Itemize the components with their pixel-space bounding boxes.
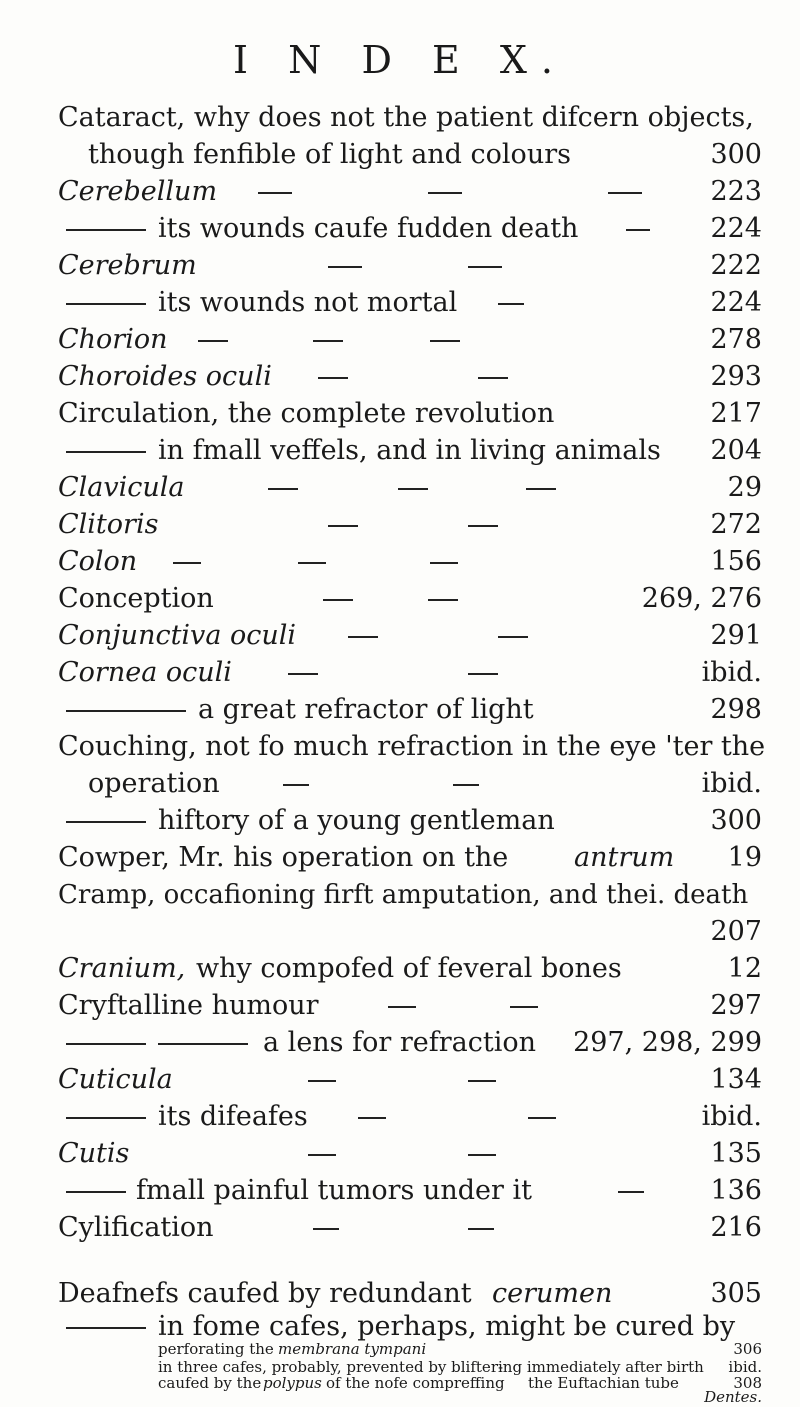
entry-page: 306 <box>733 1340 762 1358</box>
index-entry <box>58 1060 762 1100</box>
index-entry <box>58 875 762 915</box>
leader-dash <box>198 340 228 342</box>
entry-text: Deafnefs caufed by redundant <box>58 1278 472 1309</box>
entry-page: 298 <box>710 694 762 725</box>
entry-page: 305 <box>710 1278 762 1309</box>
index-entry <box>58 431 762 471</box>
index-entry <box>58 838 762 878</box>
leader-dash <box>313 1228 339 1230</box>
entry-page: 217 <box>710 398 762 429</box>
index-entry <box>58 1171 762 1211</box>
index-entry <box>58 357 762 397</box>
entry-page: 19 <box>727 842 762 873</box>
leader-dash <box>428 599 458 601</box>
entry-page: 135 <box>710 1138 762 1169</box>
entry-page: 272 <box>710 509 762 540</box>
entry-term: cerumen <box>492 1278 613 1309</box>
ditto-dash <box>66 1191 126 1193</box>
index-entry <box>58 1208 762 1248</box>
leader-dash <box>528 1117 556 1119</box>
entry-page: 12 <box>727 953 762 984</box>
index-entry <box>58 246 762 286</box>
entry-page: 224 <box>710 213 762 244</box>
entry-term: antrum <box>574 842 675 873</box>
entry-text: Cryftalline humour <box>58 990 319 1021</box>
index-entry <box>58 320 762 360</box>
entry-text: Conception <box>58 583 214 614</box>
entry-term: Cutis <box>58 1138 130 1169</box>
leader-dash <box>430 340 460 342</box>
entry-text: caufed by the <box>158 1374 262 1392</box>
entry-page: 134 <box>710 1064 762 1095</box>
entry-text: ing immediately after birth <box>498 1358 704 1376</box>
leader-dash <box>328 525 358 527</box>
leader-dash <box>398 488 428 490</box>
leader-dash <box>498 303 524 305</box>
index-entry <box>58 394 762 434</box>
index-entry <box>58 690 762 730</box>
leader-dash <box>288 673 318 675</box>
index-entry <box>58 727 766 767</box>
leader-dash <box>313 340 343 342</box>
index-entry <box>58 135 762 175</box>
entry-text: a great refractor of light <box>198 694 534 725</box>
entry-text: the Euftachian tube <box>528 1374 679 1392</box>
ditto-dash <box>66 229 146 231</box>
entry-text: a lens for refraction <box>263 1027 536 1058</box>
ditto-dash <box>66 451 146 453</box>
entry-term: Cuticula <box>58 1064 173 1095</box>
index-entry <box>58 98 762 138</box>
leader-dash <box>478 377 508 379</box>
leader-dash <box>498 636 528 638</box>
leader-dash <box>173 562 201 564</box>
leader-dash <box>318 377 348 379</box>
leader-dash <box>468 266 502 268</box>
entry-text: hiftory of a young gentleman <box>158 805 555 836</box>
index-entry <box>58 283 762 323</box>
entry-term: Colon <box>58 546 138 577</box>
entry-text: Cataract, why does not the patient difcern objects, <box>58 102 754 133</box>
entry-text: perforating the <box>158 1340 274 1358</box>
entry-term: Clavicula <box>58 472 185 503</box>
leader-dash <box>388 1006 416 1008</box>
index-entry <box>58 542 762 582</box>
index-entry <box>58 468 762 508</box>
leader-dash <box>526 488 556 490</box>
entry-page: 222 <box>710 250 762 281</box>
entry-page: 223 <box>710 176 762 207</box>
leader-dash <box>430 562 458 564</box>
entry-page: ibid. <box>728 1358 762 1376</box>
leader-dash <box>468 1080 496 1082</box>
entry-text: operation <box>88 768 220 799</box>
entry-text: Cramp, occafioning firft amputation, and thei. death <box>58 880 749 910</box>
entry-page: 278 <box>710 324 762 355</box>
entry-page: 297 <box>710 990 762 1021</box>
index-entry <box>58 764 762 804</box>
entry-text: in fmall veffels, and in living animals <box>158 435 661 466</box>
entry-text: why compofed of feveral bones <box>196 953 622 984</box>
index-entry <box>58 986 762 1026</box>
entry-term: Choroides oculi <box>58 361 272 392</box>
entry-page: 293 <box>710 361 762 392</box>
entry-page: 300 <box>710 139 762 170</box>
entry-page: 308 <box>733 1374 762 1392</box>
index-entry <box>58 616 762 656</box>
entry-term: Cornea oculi <box>58 657 232 688</box>
leader-dash <box>510 1006 538 1008</box>
leader-dash <box>618 1191 644 1193</box>
entry-text: its wounds caufe fudden death <box>158 213 579 244</box>
entry-term: membrana tympani <box>278 1340 427 1358</box>
entry-page: 156 <box>710 546 762 577</box>
entry-page: 224 <box>710 287 762 318</box>
page-header: I N D E X. <box>233 38 567 82</box>
ditto-dash <box>66 1117 146 1119</box>
ditto-dash <box>66 1327 146 1329</box>
index-entry <box>58 209 762 249</box>
ditto-dash <box>66 1043 146 1045</box>
index-entry <box>58 1134 762 1174</box>
ditto-dash <box>66 710 186 712</box>
entry-page: ibid. <box>701 768 762 799</box>
leader-dash <box>453 784 479 786</box>
entry-text: Cowper, Mr. his operation on the <box>58 842 509 873</box>
index-entry <box>58 505 762 545</box>
catchword-line <box>58 1388 762 1406</box>
leader-dash <box>468 673 498 675</box>
ditto-dash <box>66 303 146 305</box>
leader-dash <box>258 192 292 194</box>
entry-text: its difeafes <box>158 1101 308 1132</box>
entry-text: though fenfible of light and colours <box>88 139 571 170</box>
entry-text: in three cafes, probably, prevented by blifter- <box>158 1358 504 1376</box>
entry-term: Clitoris <box>58 509 159 540</box>
entry-page: ibid. <box>701 1101 762 1132</box>
entry-page: ibid. <box>701 657 762 688</box>
entry-term: Cerebrum <box>58 250 197 281</box>
leader-dash <box>468 1228 494 1230</box>
entry-text: fmall painful tumors under it <box>136 1175 533 1206</box>
index-entry <box>58 653 762 693</box>
entry-page: 291 <box>710 620 762 651</box>
leader-dash <box>358 1117 386 1119</box>
ditto-dash <box>66 821 146 823</box>
index-entry <box>58 949 762 989</box>
entry-text: of the nofe compreffing <box>326 1374 505 1392</box>
index-entry <box>58 912 762 952</box>
leader-dash <box>468 525 498 527</box>
entry-term: polypus <box>263 1374 322 1392</box>
leader-dash <box>328 266 362 268</box>
index-entry <box>58 801 762 841</box>
index-entry <box>58 579 762 619</box>
leader-dash <box>283 784 309 786</box>
entry-term: Chorion <box>58 324 168 355</box>
entry-page: 297, 298, 299 <box>573 1027 762 1058</box>
leader-dash <box>308 1080 336 1082</box>
entry-page: 207 <box>710 916 762 947</box>
leader-dash <box>268 488 298 490</box>
entry-text: Cylification <box>58 1212 214 1243</box>
leader-dash <box>428 192 462 194</box>
ditto-dash <box>158 1043 248 1045</box>
catchword: Dentes. <box>704 1388 762 1406</box>
leader-dash <box>308 1154 336 1156</box>
entry-text: Circulation, the complete revolution <box>58 398 555 429</box>
index-entry <box>58 1023 762 1063</box>
leader-dash <box>468 1154 496 1156</box>
index-entry <box>58 1097 762 1137</box>
entry-term: Conjunctiva oculi <box>58 620 297 651</box>
index-entry <box>58 172 762 212</box>
entry-page: 269, 276 <box>641 583 762 614</box>
entry-text: in fome cafes, perhaps, might be cured by <box>158 1311 736 1342</box>
leader-dash <box>323 599 353 601</box>
entry-page: 300 <box>710 805 762 836</box>
entry-term: Cerebellum <box>58 176 218 207</box>
entry-page: 204 <box>710 435 762 466</box>
entry-text: Couching, not fo much refraction in the eye 'ter the <box>58 731 766 762</box>
leader-dash <box>626 229 650 231</box>
entry-page: 216 <box>710 1212 762 1243</box>
entry-text: its wounds not mortal <box>158 287 458 318</box>
leader-dash <box>298 562 326 564</box>
leader-dash <box>348 636 378 638</box>
leader-dash <box>608 192 642 194</box>
entry-page: 29 <box>727 472 762 503</box>
entry-page: 136 <box>710 1175 762 1206</box>
entry-term: Cranium, <box>58 953 186 984</box>
